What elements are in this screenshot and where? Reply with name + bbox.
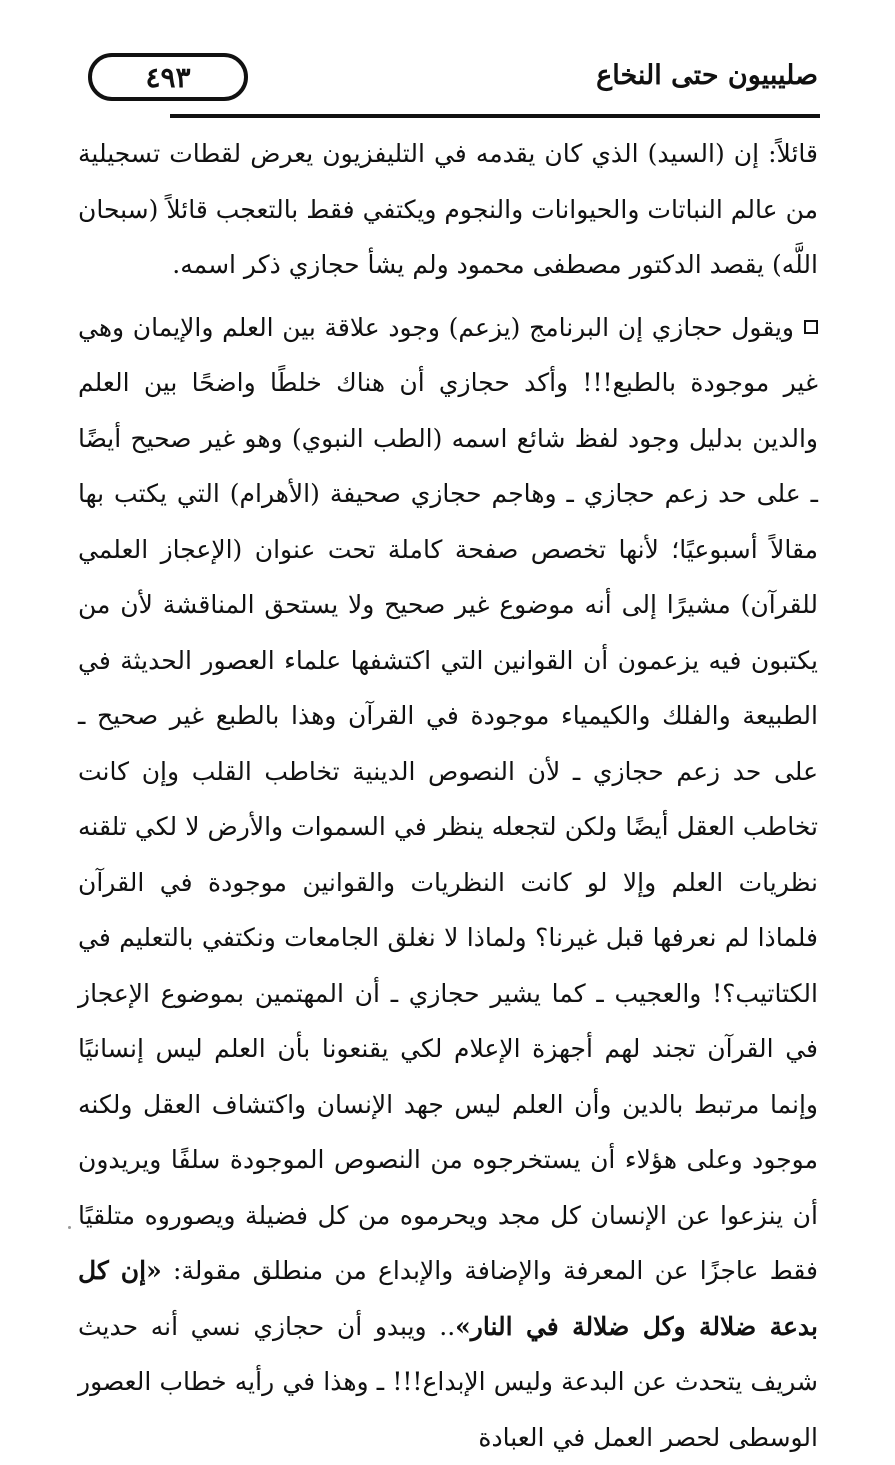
quotation-punctuation: .. xyxy=(439,1312,455,1341)
running-title: صليبيون حتى النخاع xyxy=(596,60,818,91)
header-rule xyxy=(170,114,820,118)
margin-speck xyxy=(68,1226,71,1229)
paragraph-1: قائلاً: إن (السيد) الذي كان يقدمه في التليفزيون يعرض لقطات تسجيلية من عالم النباتات والحيوانات والنجوم ويكتفي فقط بالتعجب قائلاً (سبحان اللَّه) يقصد الدكتور مصطفى محمود ولم يشأ حجازي ذكر اسمه. xyxy=(78,126,818,293)
paragraph-2-tail: ويبدو أن حجازي نسي أنه حديث شريف يتحدث عن البدعة وليس الإبداع!!! ـ وهذا في رأيه خطاب العصور الوسطى لحصر العمل في العبادة xyxy=(78,1312,818,1452)
page-number-badge xyxy=(88,53,248,101)
paragraph-marker-icon xyxy=(804,320,818,334)
page-number: ٤٩٣ xyxy=(145,61,190,94)
page-header xyxy=(78,50,820,120)
paragraph-2 xyxy=(78,300,818,1465)
paragraph-2-text: ويقول حجازي إن البرنامج (يزعم) وجود علاقة بين العلم والإيمان وهي غير موجودة بالطبع!!! وأكد حجازي أن هناك خلطًا واضحًا بين العلم والدين بدليل وجود لفظ شائع اسمه (الطب النبوي) وهو غير صحيح أيضًا ـ على حد زعم حجازي ـ وهاجم حجازي صحيفة (الأهرام) التي يكتب بها مقالاً أسبوعيًا؛ لأنها تخصص صفحة كاملة تحت عنوان (الإعجاز العلمي للقرآن) مشيرًا إلى أنه موضوع غير صحيح ولا يستحق المناقشة لأن من يكتبون فيه يزعمون أن القوانين التي اكتشفها علماء العصور الحديثة في الطبيعة والفلك والكيمياء موجودة في القرآن وهذا بالطبع غير صحيح ـ على حد زعم حجازي ـ لأن النصوص الدينية تخاطب القلب وإن كانت تخاطب العقل أيضًا ولكن لتجعله ينظر في السموات والأرض لا لكي تلقنه نظريات العلم وإلا لو كانت النظريات والقوانين موجودة في القرآن فلماذا لم نعرفها قبل غيرنا؟ ولماذا لا نغلق الجامعات ونكتفي بالتعليم في الكتاتيب؟! والعجيب ـ كما يشير حجازي ـ أن المهتمين بموضوع الإعجاز في القرآن تجند لهم أجهزة الإعلام لكي يقنعونا بأن العلم ليس إنسانيًا وإنما مرتبط بالدين وأن العلم ليس جهد الإنسان واكتشاف العقل ولكنه موجود وعلى هؤلاء أن يستخرجوه من النصوص الموجودة سلفًا ويريدون أن ينزعوا عن الإنسان كل مجد ويحرموه من كل فضيلة ويصوروه متلقيًا فقط عاجزًا عن المعرفة والإضافة والإبداع من منطلق مقولة: xyxy=(78,313,818,1286)
paragraph-gap xyxy=(78,293,818,300)
page-body xyxy=(78,126,818,1465)
bold-quotation: «إن كل بدعة ضلالة وكل ضلالة في النار» xyxy=(78,1256,818,1341)
